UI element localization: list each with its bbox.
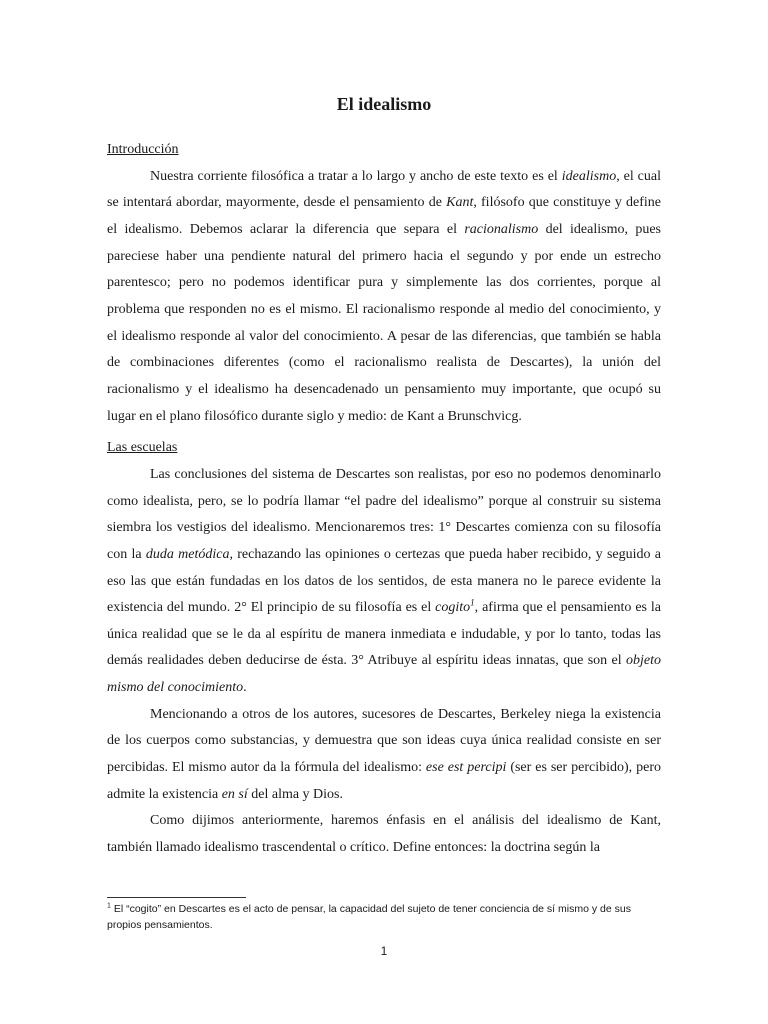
section-introduccion — [107, 137, 661, 430]
text-run: Nuestra corriente filosófica a tratar a lo largo y ancho de este texto es el — [150, 168, 562, 184]
italic-text: objeto mismo del conocimiento — [107, 653, 661, 696]
footnote — [107, 901, 667, 933]
italic-text: Kant — [446, 195, 474, 211]
document-body — [107, 137, 661, 862]
paragraph — [107, 462, 661, 702]
section-heading-las-escuelas: Las escuelas — [107, 440, 178, 456]
footnote-separator — [107, 897, 246, 898]
document-title: El idealismo — [336, 94, 432, 114]
section-heading-introduccion: Introducción — [107, 142, 179, 157]
text-run: . — [243, 680, 247, 696]
text-run: (ser es ser percibido), pero admite la existencia — [107, 760, 661, 802]
paragraph — [107, 164, 661, 431]
text-run: Las conclusiones del sistema de Descartes son realistas, por eso no podemos denominarlo como idealista, pero, se lo podría llamar “el padre del idealismo” porque al construir su sistema siembra los vestigios del idealismo. Mencionaremos tres: 1° Descartes comienza con su filosofía con la — [107, 466, 661, 562]
text-run: , filósofo que constituye y define el idealismo. Debemos aclarar la diferencia que separa el — [107, 195, 661, 237]
text-run: , rechazando las opiniones o certezas que pueda haber recibido, y seguido a eso las que están fundadas en los datos de los sentidos, de esta manera no le parece evidente la existencia del mundo. 2° El principio de su filosofía es el — [107, 546, 661, 616]
italic-text: duda metódica — [145, 546, 230, 562]
text-run: , afirma que el pensamiento es la única realidad que se le da al espíritu de manera inmediata e indudable, y por lo tanto, todas las demás realidades deben deducirse de ésta. 3° Atribuye al espíritu ideas innatas, que son el — [107, 600, 661, 669]
section-las-escuelas — [107, 435, 661, 862]
italic-text: cogito — [435, 600, 471, 616]
text-run: del alma y Dios. — [247, 786, 344, 802]
italic-text: ese est percipi — [425, 760, 507, 776]
text-run: del idealismo, pues pareciese haber una pendiente natural del primero hacia el segundo y por ende un estrecho parentesco; pero no podemos identificar pura y simplemente las dos corrientes, porque al problema que responden no es el mismo. El racionalismo responde al medio del conocimiento, y el idealismo responde al valor del conocimiento. A pesar de las diferencias, que también se habla de combinaciones diferentes (como el racionalismo realista de Descartes), la unión del racionalismo y el idealismo ha desencadenado un pensamiento muy importante, que ocupó su lugar en el plano filosófico durante siglo y medio: de Kant a Brunschvicg. — [107, 221, 661, 424]
footnote-text: El “cogito” en Descartes es el acto de pensar, la capacidad del sujeto de tener conciencia de sí mismo y de sus propios pensamientos. — [107, 903, 631, 931]
italic-text: racionalismo — [464, 221, 539, 237]
footnote-reference[interactable]: 1 — [470, 597, 475, 608]
footnote-marker: 1 — [107, 902, 111, 910]
paragraph — [107, 702, 661, 809]
page-number: 1 — [380, 944, 388, 958]
paragraph — [107, 808, 661, 861]
italic-text: idealismo — [561, 168, 617, 184]
italic-text: en sí — [221, 786, 248, 802]
text-run: , el cual se intentará abordar, mayormente, desde el pensamiento de — [107, 168, 661, 211]
text-run: Como dijimos anteriormente, haremos énfasis en el análisis del idealismo de Kant, también llamado idealismo trascendental o crítico. Define entonces: la doctrina según la — [107, 813, 661, 856]
text-run: Mencionando a otros de los autores, sucesores de Descartes, Berkeley niega la existencia de los cuerpos como substancias, y demuestra que son ideas cuya única realidad consiste en ser percibidas. El mismo autor da la fórmula del idealismo: — [107, 706, 661, 776]
